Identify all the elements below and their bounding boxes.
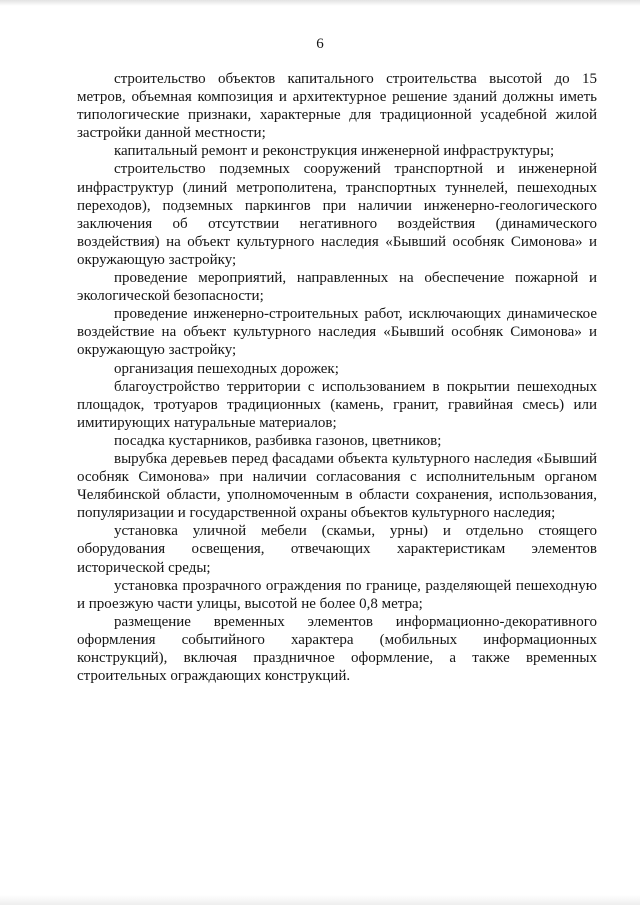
paragraph-footpaths: организация пешеходных дорожек;	[114, 360, 339, 377]
paragraph-fire-safety: проведение мероприятий, направленных на обеспечение пожарной и экологической безопасности;	[77, 270, 597, 305]
paragraph-street-furniture: установка уличной мебели (скамьи, урны) и отдельно стоящего оборудования освещения, отвечающих характеристикам элементов исторической среды;	[77, 523, 597, 576]
paragraph-engineering-works: проведение инженерно-строительных работ, исключающих динамическое воздействие на объект культурного наследия «Бывший особняк Симонова» и окружающую застройку;	[77, 306, 597, 359]
scan-bottom-edge	[0, 895, 640, 905]
paragraph-engineering-repair: капитальный ремонт и реконструкция инженерной инфраструктуры;	[114, 143, 555, 160]
paragraph-temporary-elements: размещение временных элементов информационно-декоративного оформления событийного характера (мобильных информационных конструкций), включая праздничное оформление, а также временных строительных ограждающих конструкций.	[77, 613, 597, 685]
scan-top-edge	[0, 0, 640, 6]
paragraph-planting: посадка кустарников, разбивка газонов, цветников;	[114, 432, 442, 449]
paragraph-tree-felling: вырубка деревьев перед фасадами объекта культурного наследия «Бывший особняк Симонова» при наличии согласования с исполнительным органом Челябинской области, уполномоченным в области сохранения, использования, популяризации и государственной охраны объектов культурного наследия;	[77, 450, 597, 522]
document-body	[77, 70, 597, 685]
paragraph-underground-structures: строительство подземных сооружений транспортной и инженерной инфраструктур (линий метрополитена, транспортных туннелей, пешеходных переходов), подземных паркингов при наличии инженерно-геологического заключения об отсутствии негативного воздействия (динамического воздействия) на объект культурного наследия «Бывший особняк Симонова» и окружающую застройку;	[77, 161, 597, 268]
page-number: 6	[316, 36, 324, 52]
paragraph-fencing: установка прозрачного ограждения по границе, разделяющей пешеходную и проезжую части улицы, высотой не более 0,8 метра;	[77, 577, 597, 612]
paragraph-landscaping: благоустройство территории с использованием в покрытии пешеходных площадок, тротуаров традиционных (камень, гранит, гравийная смесь) или имитирующих натуральные материалов;	[77, 378, 597, 431]
paragraph-capital-construction: строительство объектов капитального строительства высотой до 15 метров, объемная композиция и архитектурное решение зданий должны иметь типологические признаки, характерные для традиционной усадебной жилой застройки данной местности;	[77, 71, 597, 142]
